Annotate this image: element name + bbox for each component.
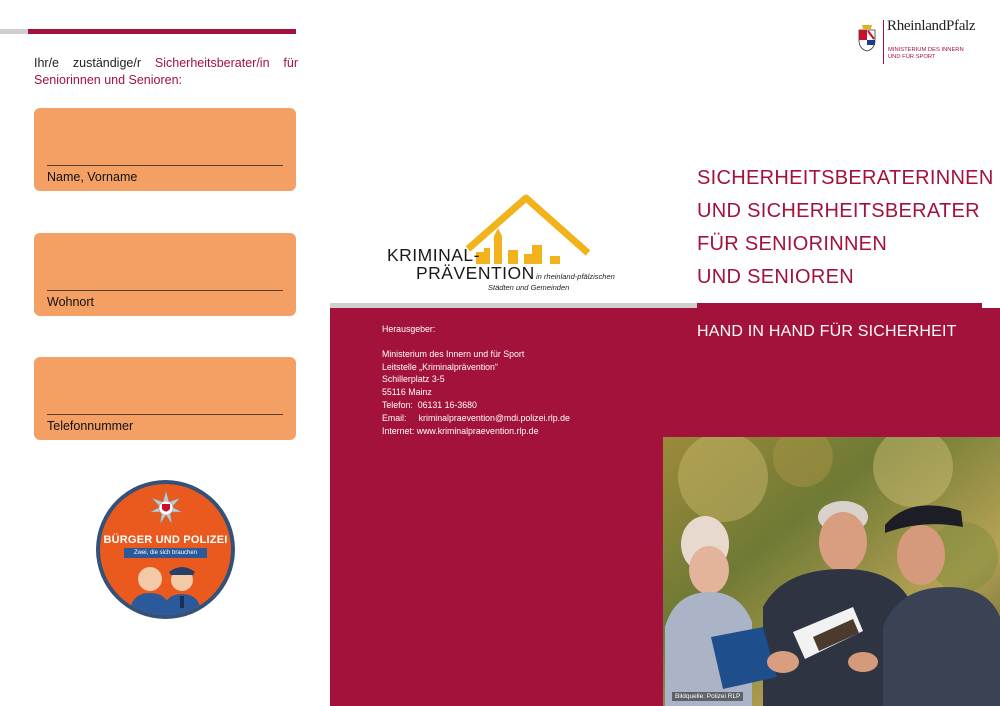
phone-field[interactable] [34,357,296,440]
state-name: RheinlandPfalz [887,18,976,34]
seniors-photo [663,437,1000,706]
imprint-email[interactable]: Email: kriminalpraevention@mdi.polizei.rlp.de [382,412,570,423]
police-star-icon [148,490,184,526]
ministry-logo-divider [883,20,884,64]
ministry-line1: MINISTERIUM DES INNERN [888,47,964,53]
rlp-crest-icon [856,22,878,52]
imprint-line: Ministerium des Innern und für Sport [382,348,525,359]
intro-highlight: Sicherheitsberater/in für Seniorinnen und Senioren: [34,56,299,87]
residence-field-label: Wohnort [47,295,95,309]
title-line: FÜR SENIORINNEN [697,233,888,255]
photo-credit: Bildquelle: Polizei RLP [672,692,743,701]
top-rule-gray [0,29,28,34]
phone-field-line [47,414,283,415]
imprint-website[interactable]: Internet: www.kriminalpraevention.rlp.de [382,425,539,436]
logo-sub2: Städten und Gemeinden [488,283,570,292]
logo-sub1: in rheinland-pfälzischen [536,272,615,281]
imprint-line: Schillerplatz 3-5 [382,374,445,385]
logo-line1: KRIMINAL- [387,245,480,265]
imprint-line: 55116 Mainz [382,387,432,398]
imprint [382,323,570,437]
badge-title: BÜRGER UND POLIZEI [103,534,228,546]
badge-inner [100,484,231,615]
ministry-line2: UND FÜR SPORT [888,54,936,60]
intro-prefix: Ihr/e zuständige/r [34,56,155,70]
badge-subtitle: Zwei, die sich brauchen [124,548,207,558]
residence-field-line [47,290,283,291]
contact-intro [34,55,298,89]
brochure-title [697,162,997,294]
citizen-and-officer-icon [100,562,231,615]
top-rule-red [28,29,296,34]
name-field-line [47,165,283,166]
title-line: UND SENIOREN [697,266,854,288]
citizen-police-badge [96,480,235,619]
residence-field[interactable] [34,233,296,316]
name-field-label: Name, Vorname [47,170,138,184]
title-line: UND SICHERHEITSBERATER [697,200,980,222]
name-field[interactable] [34,108,296,191]
imprint-heading: Herausgeber: [382,324,436,334]
title-line: SICHERHEITSBERATERINNEN [697,167,994,189]
phone-field-label: Telefonnummer [47,419,134,433]
left-panel [0,0,330,706]
imprint-line: Leitstelle „Kriminalprävention“ [382,361,498,372]
logo-line2: PRÄVENTION [416,263,535,283]
imprint-line: Telefon: 06131 16-3680 [382,399,477,410]
ministry-logo [856,18,980,66]
slogan: HAND IN HAND FÜR SICHERHEIT [697,323,957,340]
